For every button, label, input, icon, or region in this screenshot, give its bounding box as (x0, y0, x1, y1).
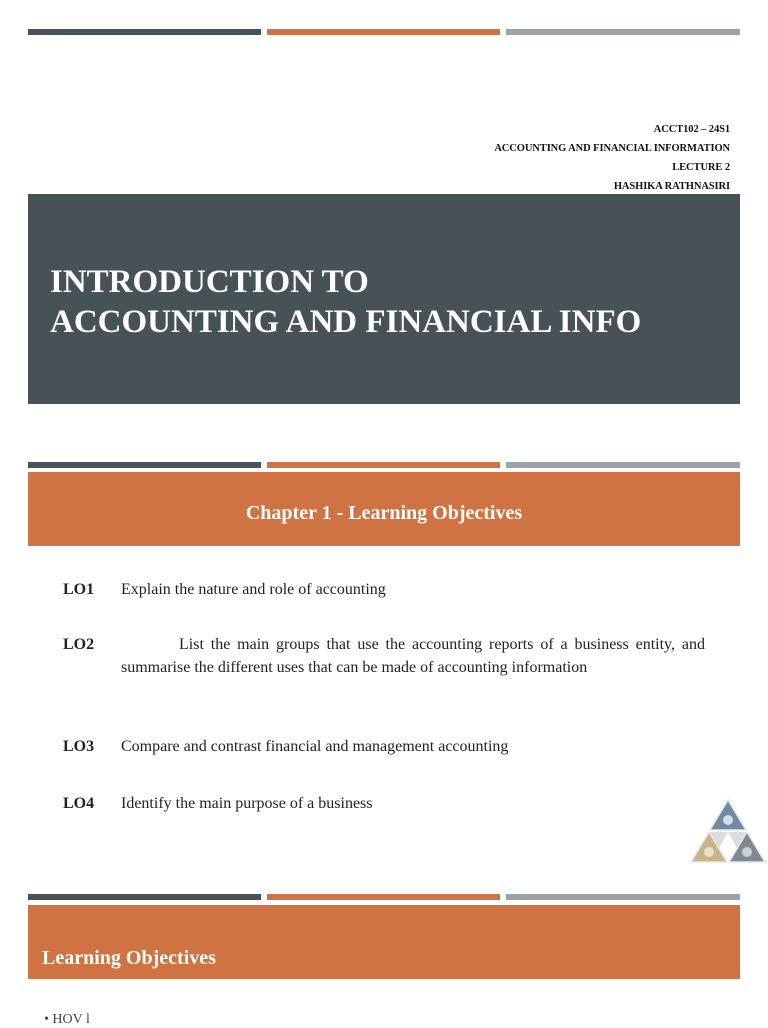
course-name: ACCOUNTING AND FINANCIAL INFORMATION (494, 143, 730, 154)
lo-text: Compare and contrast financial and management accounting (121, 738, 509, 755)
chapter-heading-band (28, 472, 740, 546)
lecture-number: LECTURE 2 (672, 162, 730, 173)
course-code: ACCT102 – 24S1 (653, 124, 730, 135)
title-panel (28, 194, 740, 404)
learning-objectives-heading: Learning Objectives (42, 947, 216, 969)
accent-bar-slate (28, 894, 261, 900)
learning-objective-lo3 (63, 735, 705, 758)
slide-title-line1: INTRODUCTION TO (50, 264, 369, 300)
cutoff-bullet-text: • HOV l (44, 1012, 90, 1027)
lo-code: LO4 (63, 795, 95, 812)
course-info (494, 120, 730, 196)
accent-bar-grey (506, 462, 740, 468)
lo-text: Identify the main purpose of a business (121, 795, 373, 812)
learning-objective-lo1 (63, 578, 705, 601)
slide-title-line2: ACCOUNTING AND FINANCIAL INFO (50, 304, 642, 340)
learning-objective-lo4 (63, 792, 705, 815)
accent-bar-orange (267, 894, 500, 900)
slide3-accent-bars (28, 894, 740, 900)
lo-text: Explain the nature and role of accounting (121, 581, 386, 598)
accent-bar-grey (506, 894, 740, 900)
lecturer-name: HASHIKA RATHNASIRI (613, 181, 730, 192)
lo-text: List the main groups that use the accounting reports of a business entity, and summarise the different uses that can be made of accounting information (121, 636, 705, 676)
slide2-accent-bars (28, 462, 740, 468)
slide-title (50, 262, 641, 342)
chapter-heading: Chapter 1 - Learning Objectives (245, 502, 523, 524)
lo-code: LO1 (63, 581, 95, 598)
accent-bar-grey (506, 29, 740, 35)
top-accent-bars (28, 29, 740, 35)
accent-bar-slate (28, 29, 261, 35)
learning-objective-lo2 (63, 633, 705, 679)
accent-bar-slate (28, 462, 261, 468)
accent-bar-orange (267, 29, 500, 35)
lo-code: LO2 (63, 636, 95, 653)
learning-objectives-band (28, 905, 740, 979)
accent-bar-orange (267, 462, 500, 468)
university-triangle-logo-icon (690, 798, 766, 864)
lo-code: LO3 (63, 738, 95, 755)
